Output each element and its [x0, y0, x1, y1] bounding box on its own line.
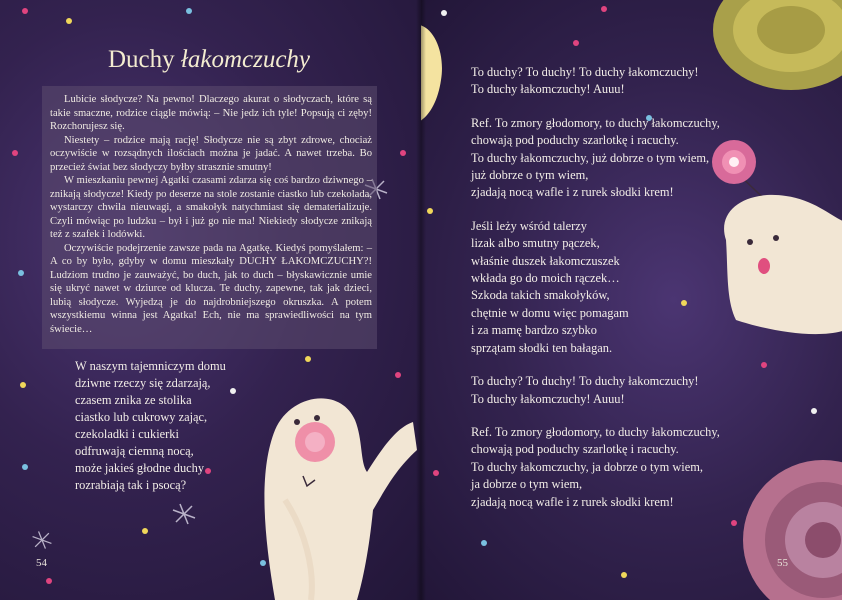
star-dot	[601, 6, 607, 12]
poem-line: dziwne rzeczy się zdarzają,	[75, 376, 211, 390]
star-dot	[811, 408, 817, 414]
star-dot	[12, 150, 18, 156]
book-gutter	[416, 0, 426, 600]
poem-line: odfruwają ciemną nocą,	[75, 444, 194, 458]
moon-illustration	[711, 0, 842, 95]
star-dot	[427, 208, 433, 214]
song-lyrics	[471, 64, 720, 527]
poem-line: Ref. To zmory głodomory, to duchy łakomczuchy,	[471, 115, 720, 130]
poem-line: może jakieś głodne duchy	[75, 461, 205, 475]
page-number: 54	[36, 557, 47, 569]
poem-line: czasem znika ze stolika	[75, 393, 192, 407]
star-dot	[305, 356, 311, 362]
poem-line: właśnie duszek łakomczuszek	[471, 253, 620, 268]
star-dot	[46, 578, 52, 584]
paragraph: Niestety – rodzice mają rację! Słodycze nie są zbyt zdrowe, chociaż oczywiście w rozsądnych ilościach można je jadać. A nawet trzeba. Bo przecież świat bez słodyczy byłby strasznie smutny!	[50, 134, 372, 173]
sparkle-icon	[30, 528, 54, 552]
poem-line: już dobrze o tym wiem,	[471, 168, 589, 183]
poem-line: Jeśli leży wśród talerzy	[471, 218, 587, 233]
stanza	[471, 64, 720, 99]
poem-line: rozrabiają tak i psocą?	[75, 478, 187, 492]
paragraph: Lubicie słodycze? Na pewno! Dlaczego akurat o słodyczach, które są takie smaczne, rodzice ciągle mówią: – Nie jedz ich tyle! Popsują ci zęby! Rozchorujesz się.	[50, 94, 372, 132]
star-dot	[441, 10, 447, 16]
poem-line: Ref. To zmory głodomory, to duchy łakomczuchy,	[471, 424, 720, 439]
star-dot	[22, 8, 28, 14]
story-text	[50, 93, 372, 336]
poem-line: To duchy łakomczuchy! Auuu!	[471, 82, 625, 97]
poem-line: chowają pod poduchy szarlotkę i racuchy.	[471, 442, 679, 457]
stanza-refrain	[471, 424, 720, 511]
poem-line: Szkoda takich smakołyków,	[471, 288, 610, 303]
star-dot	[400, 150, 406, 156]
poem-line: To duchy łakomczuchy, ja dobrze o tym wiem,	[471, 459, 703, 474]
ghost-with-lollipop-illustration	[706, 130, 842, 345]
star-dot	[18, 270, 24, 276]
poem-line: wkłada go do moich rączek…	[471, 271, 620, 286]
poem-line: To duchy łakomczuchy, już dobrze o tym wiem,	[471, 150, 710, 165]
ghost-illustration	[245, 380, 421, 600]
star-dot	[395, 372, 401, 378]
page-number: 55	[777, 557, 788, 569]
poem-line: zjadają nocą wafle i z rurek słodki krem!	[471, 185, 674, 200]
star-dot	[731, 520, 737, 526]
stanza	[471, 373, 720, 408]
poem-line: To duchy? To duchy! To duchy łakomczuchy!	[471, 374, 699, 389]
star-dot	[433, 470, 439, 476]
star-dot	[22, 464, 28, 470]
star-dot	[481, 540, 487, 546]
poem-line: To duchy? To duchy! To duchy łakomczuchy!	[471, 65, 699, 79]
poem-stanza-left	[75, 358, 226, 494]
poem-line: sprzątam słodki ten bałagan.	[471, 340, 613, 355]
poem-line: ciastko lub cukrowy zając,	[75, 410, 208, 424]
star-dot	[20, 382, 26, 388]
star-dot	[573, 40, 579, 46]
star-dot	[230, 388, 236, 394]
paragraph: Oczywiście podejrzenie zawsze pada na Agatkę. Kiedyś pomyślałem: – A co by było, gdyby w domu mieszkały DUCHY ŁAKOMCZUCHY?! Ludziom trudno je zauważyć, bo duch, jak to duch – błyskawicznie umie się ukryć nawet w dziurce od klucza. Te duchy, zapewne, tak jak dzieci, lubią słodycze. Wyjedzą je do najdrobniejszego okruszka. A potem wszystkiemu winna jest Agatka! Ech, nie ma sprawiedliwości na tym świecie…	[50, 242, 372, 335]
star-dot	[186, 8, 192, 14]
star-dot	[761, 362, 767, 368]
poem-line: chętnie w domu więc pomagam	[471, 305, 629, 320]
page-title: Duchy łakomczuchy	[108, 46, 311, 73]
star-dot	[142, 528, 148, 534]
poem-line: zjadają nocą wafle i z rurek słodki krem!	[471, 494, 674, 509]
poem-line: czekoladki i cukierki	[75, 427, 179, 441]
stanza-refrain	[471, 115, 720, 202]
swirl-planet-illustration	[733, 455, 842, 600]
star-dot	[66, 18, 72, 24]
poem-line: i za mamę bardzo szybko	[471, 323, 597, 338]
paragraph: W mieszkaniu pewnej Agatki czasami zdarza się coś bardzo dziwnego – znikają słodycze! Kiedy po deserze na stole zostanie ciastko lub czekolada, wystarczy chwila nieuwagi, a smakołyk natychmiast się dematerializuje. Czyli mówiąc po ludzku – był i już go nie ma! Niekiedy słodycze znikają też z szafek i lodówki.	[50, 175, 372, 240]
star-dot	[621, 572, 627, 578]
poem-line: chowają pod poduchy szarlotkę i racuchy.	[471, 133, 679, 148]
poem-line: ja dobrze o tym wiem,	[471, 477, 583, 492]
poem-line: To duchy łakomczuchy! Auuu!	[471, 391, 625, 406]
stanza	[471, 218, 720, 357]
sparkle-icon	[170, 500, 198, 528]
poem-line: W naszym tajemniczym domu	[75, 359, 226, 373]
poem-line: lizak albo smutny pączek,	[471, 236, 600, 251]
